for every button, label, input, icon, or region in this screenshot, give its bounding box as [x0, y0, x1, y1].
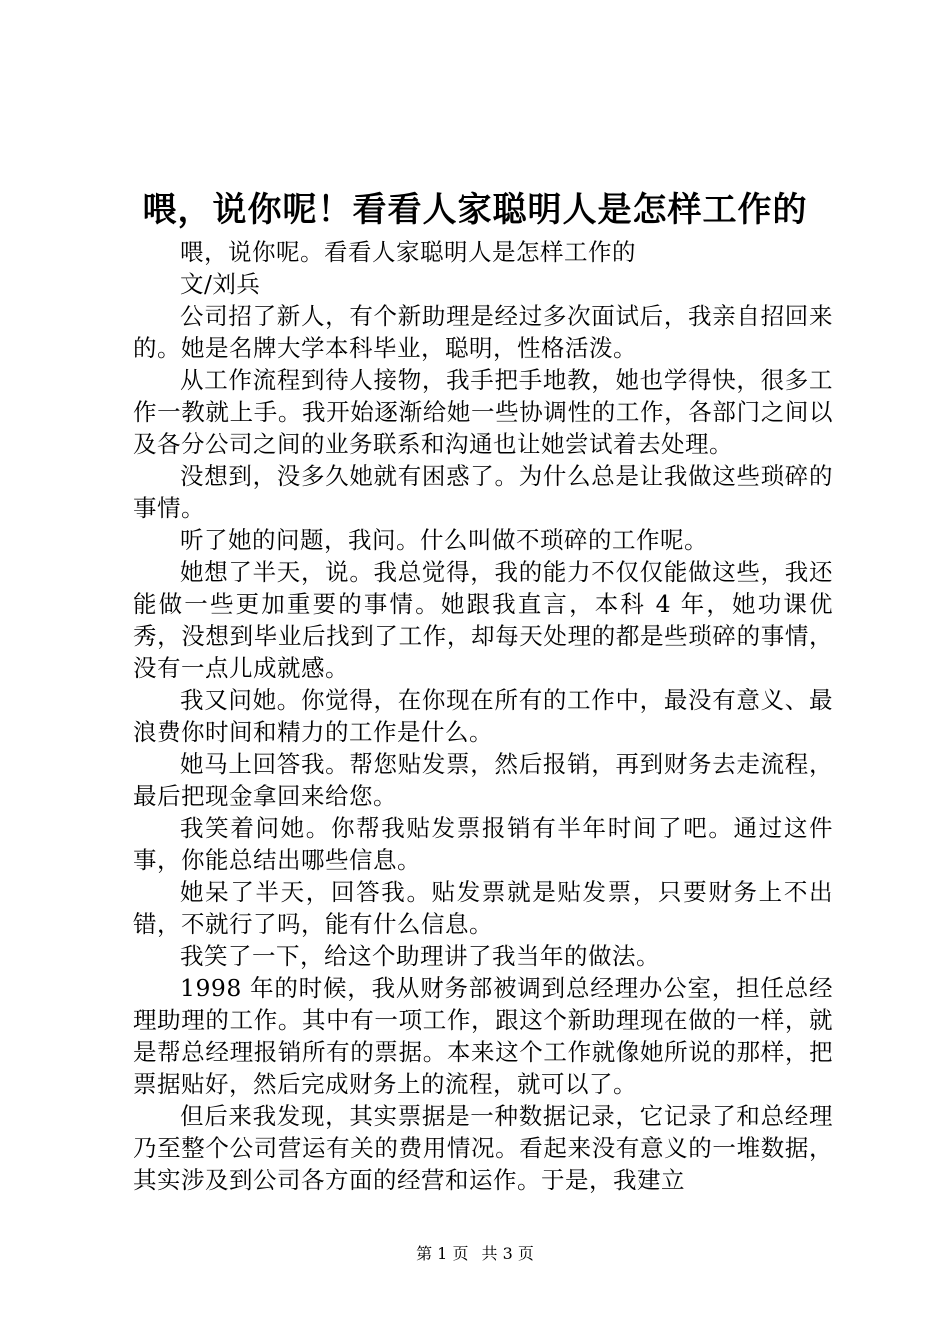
- document-body: [133, 236, 833, 1196]
- paragraph: 但后来我发现，其实票据是一种数据记录，它记录了和总经理乃至整个公司营运有关的费用情况。看起来没有意义的一堆数据，其实涉及到公司各方面的经营和运作。于是，我建立: [133, 1102, 833, 1194]
- page-total: 共 3 页: [481, 1244, 534, 1263]
- paragraph: 我笑了一下，给这个助理讲了我当年的做法。: [180, 942, 660, 970]
- paragraph: 公司招了新人，有个新助理是经过多次面试后，我亲自招回来的。她是名牌大学本科毕业，聪明，性格活泼。: [133, 302, 833, 362]
- paragraph: 没想到，没多久她就有困惑了。为什么总是让我做这些琐碎的事情。: [133, 462, 833, 522]
- document-title: 喂，说你呢！看看人家聪明人是怎样工作的: [142, 190, 808, 230]
- paragraph: 她呆了半天，回答我。贴发票就是贴发票，只要财务上不出错，不就行了吗，能有什么信息。: [133, 878, 833, 938]
- paragraph: 从工作流程到待人接物，我手把手地教，她也学得快，很多工作一教就上手。我开始逐渐给她一些协调性的工作，各部门之间以及各分公司之间的业务联系和沟通也让她尝试着去处理。: [133, 366, 833, 458]
- page-number: 第 1 页: [416, 1244, 469, 1263]
- page-footer: [0, 1243, 950, 1265]
- paragraph: 她马上回答我。帮您贴发票，然后报销，再到财务去走流程，最后把现金拿回来给您。: [133, 750, 833, 810]
- paragraph: 我又问她。你觉得，在你现在所有的工作中，最没有意义、最浪费你时间和精力的工作是什么。: [133, 686, 833, 746]
- paragraph: 她想了半天，说。我总觉得，我的能力不仅仅能做这些，我还能做一些更加重要的事情。她跟我直言，本科 4 年，她功课优秀，没想到毕业后找到了工作，却每天处理的都是些琐碎的事情，没有一点儿成就感。: [133, 558, 833, 682]
- paragraph: 喂，说你呢。看看人家聪明人是怎样工作的: [180, 238, 636, 266]
- paragraph: 我笑着问她。你帮我贴发票报销有半年时间了吧。通过这件事，你能总结出哪些信息。: [133, 814, 833, 874]
- paragraph: 听了她的问题，我问。什么叫做不琐碎的工作呢。: [180, 526, 708, 554]
- paragraph: 1998 年的时候，我从财务部被调到总经理办公室，担任总经理助理的工作。其中有一项工作，跟这个新助理现在做的一样，就是帮总经理报销所有的票据。本来这个工作就像她所说的那样，把票据贴好，然后完成财务上的流程，就可以了。: [133, 974, 833, 1098]
- author-line: 文/刘兵: [180, 270, 261, 298]
